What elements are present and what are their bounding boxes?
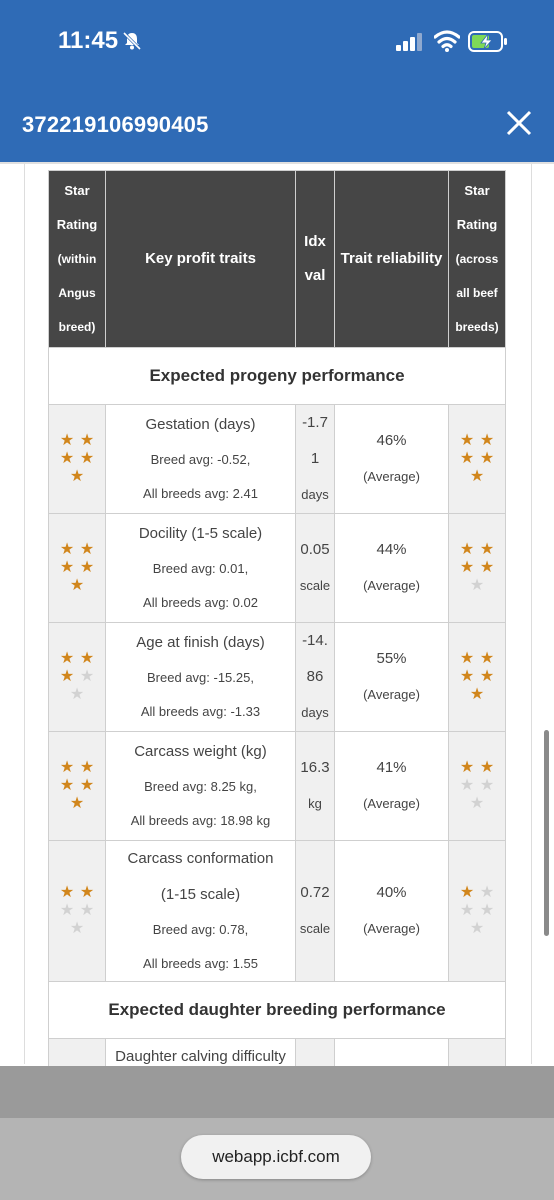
close-icon[interactable] <box>504 108 534 138</box>
reliability-label: (Average) <box>363 687 420 702</box>
clock: 11:45 <box>58 27 119 54</box>
star-icon: ★ <box>59 450 75 467</box>
idx-value-line2: 1 <box>310 450 320 467</box>
header-text: Angus <box>58 286 96 300</box>
star-icon: ★ <box>479 902 495 919</box>
trait-name: Age at finish (days) <box>136 634 265 651</box>
star-icon: ★ <box>69 468 85 485</box>
traits-table <box>48 170 506 1080</box>
reliability-label: (Average) <box>363 921 420 936</box>
reliability-cell <box>335 623 449 732</box>
star-icon: ★ <box>459 759 475 776</box>
star-icon: ★ <box>79 884 95 901</box>
idx-unit: days <box>301 487 329 502</box>
star-icon: ★ <box>479 541 495 558</box>
star-icon: ★ <box>79 759 95 776</box>
all-breeds-avg: All breeds avg: 18.98 kg <box>130 813 271 828</box>
header-text: (across <box>455 252 499 266</box>
table-row <box>49 405 506 514</box>
reliability-label: (Average) <box>363 578 420 593</box>
star-icon: ★ <box>59 541 75 558</box>
reliability-percent: 44% <box>376 541 407 558</box>
battery-charging-icon <box>468 31 508 52</box>
app-header <box>0 84 554 164</box>
star-icon: ★ <box>459 559 475 576</box>
star-icon: ★ <box>59 432 75 449</box>
star-icon: ★ <box>79 559 95 576</box>
idx-cell <box>296 623 335 732</box>
idx-cell <box>296 405 335 514</box>
star-rating-across <box>455 541 499 595</box>
breed-avg: Breed avg: -0.52, <box>150 452 251 467</box>
star-icon: ★ <box>479 759 495 776</box>
star-icon: ★ <box>469 577 485 594</box>
idx-value: 16.3 <box>300 759 330 776</box>
across-cell <box>449 841 506 982</box>
section-title: Expected daughter breeding performance <box>49 982 506 1039</box>
star-icon: ★ <box>59 559 75 576</box>
trait-cell <box>106 514 296 623</box>
star-icon: ★ <box>479 650 495 667</box>
star-icon: ★ <box>79 777 95 794</box>
header-text: Rating <box>456 217 498 232</box>
star-icon: ★ <box>69 577 85 594</box>
header-idx-val <box>296 171 335 348</box>
across-cell <box>449 514 506 623</box>
idx-value: -1.7 <box>302 414 328 431</box>
trait-cell <box>106 623 296 732</box>
browser-bottom-bar <box>0 1066 554 1200</box>
within-cell <box>49 514 106 623</box>
table-row <box>49 841 506 982</box>
header-star-rating-across <box>449 171 506 348</box>
idx-unit: scale <box>299 578 331 593</box>
star-icon: ★ <box>469 468 485 485</box>
idx-unit: days <box>301 705 329 720</box>
star-icon: ★ <box>459 450 475 467</box>
all-breeds-avg: All breeds avg: 0.02 <box>143 595 258 610</box>
star-icon: ★ <box>459 432 475 449</box>
star-rating-across <box>455 432 499 486</box>
star-rating-within <box>55 432 99 486</box>
idx-unit: scale <box>299 921 331 936</box>
reliability-percent: 41% <box>376 759 407 776</box>
trait-cell <box>106 732 296 841</box>
cell-signal-icon <box>396 33 424 51</box>
star-icon: ★ <box>69 920 85 937</box>
breed-avg: Breed avg: 8.25 kg, <box>144 779 257 794</box>
trait-name-line2: (1-15 scale) <box>160 886 241 903</box>
trait-name: Carcass weight (kg) <box>134 743 267 760</box>
star-icon: ★ <box>79 650 95 667</box>
idx-cell <box>296 841 335 982</box>
reliability-cell <box>335 841 449 982</box>
trait-name: Carcass conformation <box>127 850 274 867</box>
star-icon: ★ <box>59 668 75 685</box>
star-icon: ★ <box>59 902 75 919</box>
idx-value: 0.72 <box>300 884 330 901</box>
table-row <box>49 732 506 841</box>
header-text: all beef <box>456 286 498 300</box>
section-header-row <box>49 982 506 1039</box>
star-rating-within <box>55 884 99 938</box>
within-cell <box>49 841 106 982</box>
star-icon: ★ <box>69 686 85 703</box>
header-text: Rating <box>56 217 98 232</box>
star-rating-within <box>55 541 99 595</box>
star-icon: ★ <box>59 650 75 667</box>
star-icon: ★ <box>479 777 495 794</box>
star-icon: ★ <box>479 884 495 901</box>
url-bar[interactable]: webapp.icbf.com <box>181 1135 371 1179</box>
header-text: val <box>304 267 326 284</box>
reliability-cell <box>335 732 449 841</box>
header-text: Star <box>64 183 90 198</box>
scrollbar[interactable] <box>544 730 549 936</box>
star-rating-across <box>455 650 499 704</box>
page-title: 372219106990405 <box>22 112 209 137</box>
star-icon: ★ <box>459 902 475 919</box>
table-header-row <box>49 171 506 348</box>
trait-name: Daughter calving difficulty <box>115 1048 286 1065</box>
across-cell <box>449 732 506 841</box>
star-rating-within <box>55 759 99 813</box>
star-icon: ★ <box>469 920 485 937</box>
star-rating-within <box>55 650 99 704</box>
idx-cell <box>296 732 335 841</box>
star-icon: ★ <box>459 650 475 667</box>
header-text: Star <box>464 183 490 198</box>
breed-avg: Breed avg: -15.25, <box>147 670 254 685</box>
all-breeds-avg: All breeds avg: 1.55 <box>143 956 258 971</box>
trait-cell <box>106 841 296 982</box>
reliability-percent: 55% <box>376 650 407 667</box>
reliability-percent: 46% <box>376 432 407 449</box>
header-text: breeds) <box>455 320 499 334</box>
header-key-profit-traits: Key profit traits <box>106 171 296 348</box>
within-cell <box>49 623 106 732</box>
star-icon: ★ <box>459 884 475 901</box>
trait-name: Gestation (days) <box>145 416 256 433</box>
silent-bell-icon <box>122 31 142 51</box>
reliability-cell <box>335 514 449 623</box>
header-text: breed) <box>58 320 96 334</box>
reliability-percent: 40% <box>376 884 407 901</box>
star-icon: ★ <box>459 668 475 685</box>
star-icon: ★ <box>479 559 495 576</box>
all-breeds-avg: All breeds avg: -1.33 <box>140 704 261 719</box>
reliability-cell <box>335 405 449 514</box>
star-icon: ★ <box>469 795 485 812</box>
within-cell <box>49 732 106 841</box>
within-cell <box>49 405 106 514</box>
wifi-icon <box>434 30 460 52</box>
section-header-row <box>49 348 506 405</box>
header-text: (within <box>57 252 97 266</box>
star-icon: ★ <box>79 902 95 919</box>
star-rating-across <box>455 884 499 938</box>
star-icon: ★ <box>59 884 75 901</box>
header-trait-reliability: Trait reliability <box>335 171 449 348</box>
star-icon: ★ <box>79 668 95 685</box>
table-row <box>49 514 506 623</box>
idx-unit: kg <box>308 796 322 811</box>
across-cell <box>449 405 506 514</box>
section-title: Expected progeny performance <box>49 348 506 405</box>
table-row <box>49 623 506 732</box>
status-bar <box>0 0 554 84</box>
reliability-label: (Average) <box>363 469 420 484</box>
idx-value-line2: 86 <box>306 668 324 685</box>
across-cell <box>449 623 506 732</box>
idx-value: -14. <box>302 632 328 649</box>
star-rating-across <box>455 759 499 813</box>
trait-name: Docility (1-5 scale) <box>138 525 263 542</box>
star-icon: ★ <box>479 450 495 467</box>
star-icon: ★ <box>469 686 485 703</box>
header-star-rating-within <box>49 171 106 348</box>
star-icon: ★ <box>79 541 95 558</box>
star-icon: ★ <box>459 541 475 558</box>
breed-avg: Breed avg: 0.01, <box>152 561 249 576</box>
idx-cell <box>296 514 335 623</box>
star-icon: ★ <box>479 668 495 685</box>
trait-cell <box>106 405 296 514</box>
star-icon: ★ <box>79 432 95 449</box>
header-text: Idx <box>304 233 326 250</box>
star-icon: ★ <box>59 759 75 776</box>
star-icon: ★ <box>59 777 75 794</box>
star-icon: ★ <box>459 777 475 794</box>
star-icon: ★ <box>79 450 95 467</box>
breed-avg: Breed avg: 0.78, <box>152 922 249 937</box>
idx-value: 0.05 <box>300 541 330 558</box>
reliability-label: (Average) <box>363 796 420 811</box>
star-icon: ★ <box>479 432 495 449</box>
star-icon: ★ <box>69 795 85 812</box>
all-breeds-avg: All breeds avg: 2.41 <box>143 486 258 501</box>
